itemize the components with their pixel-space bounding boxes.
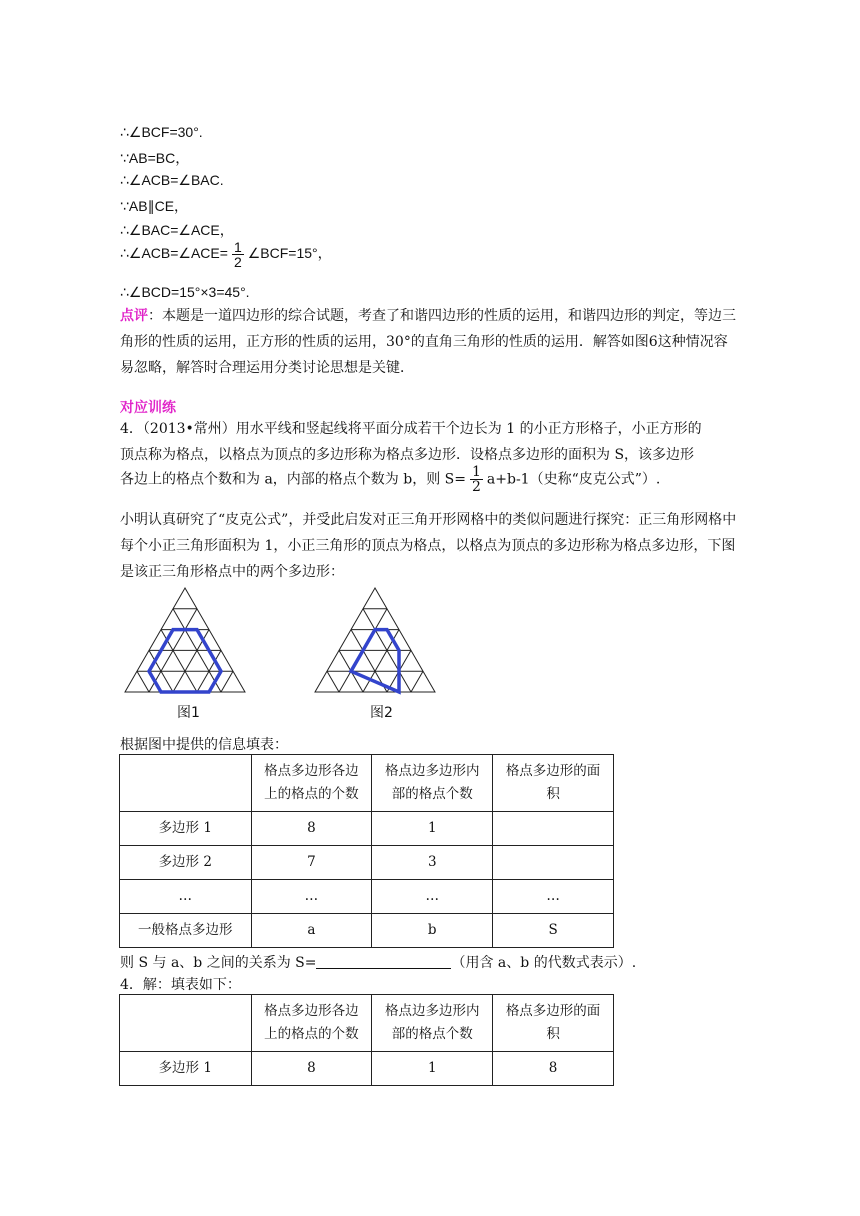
- header-cell: 格点边多边形内部的格点个数: [372, 995, 493, 1052]
- table-cell: a: [251, 914, 372, 948]
- header-cell: [120, 755, 252, 812]
- fraction-denominator: 2: [471, 479, 481, 495]
- solution-head: 4．解：填表如下：: [120, 977, 241, 993]
- table-2: [119, 994, 614, 1086]
- fraction-numerator: 1: [471, 464, 481, 480]
- table-row: [120, 880, 614, 914]
- proof-line-5: ∴∠BAC=∠ACE，: [120, 222, 234, 238]
- polygon-1: [149, 630, 221, 692]
- problem-line-1: 4．（2013•常州）用水平线和竖起线将平面分成若干个边长为 1 的小正方形格子，小正方形的: [120, 421, 702, 437]
- relation-post: （用含 a、b 的代数式表示）.: [451, 955, 637, 971]
- table-row: [120, 914, 614, 948]
- relation-pre: 则 S 与 a、b 之间的关系为 S=: [120, 955, 317, 971]
- table-cell: …: [251, 880, 372, 914]
- problem-line-2: 顶点称为格点，以格点为顶点的多边形称为格点多边形．设格点多边形的面积为 S，该多边形: [120, 447, 695, 463]
- table-cell: 7: [251, 846, 372, 880]
- table-cell: 多边形 1: [120, 1052, 252, 1086]
- table-cell: S: [493, 914, 614, 948]
- table-cell: 多边形 1: [120, 812, 252, 846]
- figure-1-caption: 图1: [177, 705, 200, 721]
- header-cell: 格点边多边形内部的格点个数: [372, 755, 493, 812]
- table-row: [120, 1052, 614, 1086]
- problem-line-3-post: a+b-1（史称“皮克公式”）.: [486, 471, 661, 488]
- proof-line-4: ∵AB∥CE，: [120, 198, 189, 214]
- table-cell: …: [120, 880, 252, 914]
- table-cell: …: [493, 880, 614, 914]
- relation-line: [120, 952, 636, 972]
- fraction-denominator: 2: [233, 254, 242, 270]
- table-cell: 一般格点多边形: [120, 914, 252, 948]
- review-text: ：本题是一道四边形的综合试题，考查了和谐四边形的性质的运用，和谐四边形的判定，等边三角形的性质的运用，正方形的性质的运用，30°的直角三角形的性质的运用．解答如图6这种情况容易忽略，解答时合理运用分类讨论思想是关键．: [120, 308, 736, 376]
- fill-prompt: 根据图中提供的信息填表：: [120, 737, 288, 753]
- figure-1-triangle-grid: [120, 580, 260, 700]
- problem-line-3-pre: 各边上的格点个数和为 a，内部的格点个数为 b，则 S=: [120, 471, 466, 488]
- table-cell: [493, 846, 614, 880]
- table-cell: 3: [372, 846, 493, 880]
- proof-line-6: [120, 240, 332, 269]
- header-cell: 格点多边形各边上的格点的个数: [251, 755, 372, 812]
- proof-line-3: ∴∠ACB=∠BAC.: [120, 172, 224, 188]
- table-cell: 1: [372, 1052, 493, 1086]
- grid-lines: [315, 588, 435, 692]
- header-cell: 格点多边形的面积: [493, 755, 614, 812]
- figure-2-triangle-grid: [310, 580, 450, 700]
- table-cell: 8: [493, 1052, 614, 1086]
- table-cell: b: [372, 914, 493, 948]
- proof-line-2: ∵AB=BC，: [120, 150, 190, 166]
- table-cell: 8: [251, 1052, 372, 1086]
- polygon-2: [351, 630, 399, 692]
- problem-paragraph-2: 小明认真研究了“皮克公式”，并受此启发对正三角开形网格中的类似问题进行探究：正三角形网格中每个小正三角形面积为 1，小正三角形的顶点为格点，以格点为顶点的多边形称为格点多边形，下图是该正三角形格点中的两个多边形：: [120, 512, 737, 580]
- proof-line-7: ∴∠BCD=15°×3=45°.: [120, 284, 250, 300]
- header-cell: [120, 995, 252, 1052]
- proof-line-6-pre: ∴∠ACB=∠ACE=: [120, 245, 228, 262]
- header-cell: 格点多边形各边上的格点的个数: [251, 995, 372, 1052]
- table-cell: 8: [251, 812, 372, 846]
- grid-lines: [125, 588, 245, 692]
- table-row: [120, 846, 614, 880]
- header-cell: 格点多边形的面积: [493, 995, 614, 1052]
- table-1: [119, 754, 614, 948]
- table-cell: 1: [372, 812, 493, 846]
- table-header-row: [120, 995, 614, 1052]
- answer-blank[interactable]: [316, 954, 451, 969]
- fraction-numerator: 1: [233, 239, 242, 255]
- pick-fraction: [470, 465, 483, 494]
- proof-line-6-post: ∠BCF=15°，: [247, 245, 332, 262]
- fraction-half: [232, 240, 244, 269]
- table-header-row: [120, 755, 614, 812]
- table-cell: 多边形 2: [120, 846, 252, 880]
- figure-2-caption: 图2: [370, 705, 393, 721]
- table-cell: …: [372, 880, 493, 914]
- proof-line-1: ∴∠BCF=30°.: [120, 124, 203, 140]
- section-title: 对应训练: [120, 400, 176, 416]
- table-cell: [493, 812, 614, 846]
- review-paragraph: [120, 303, 740, 381]
- table-row: [120, 812, 614, 846]
- problem-line-3: [120, 465, 660, 494]
- review-label: 点评: [120, 308, 148, 324]
